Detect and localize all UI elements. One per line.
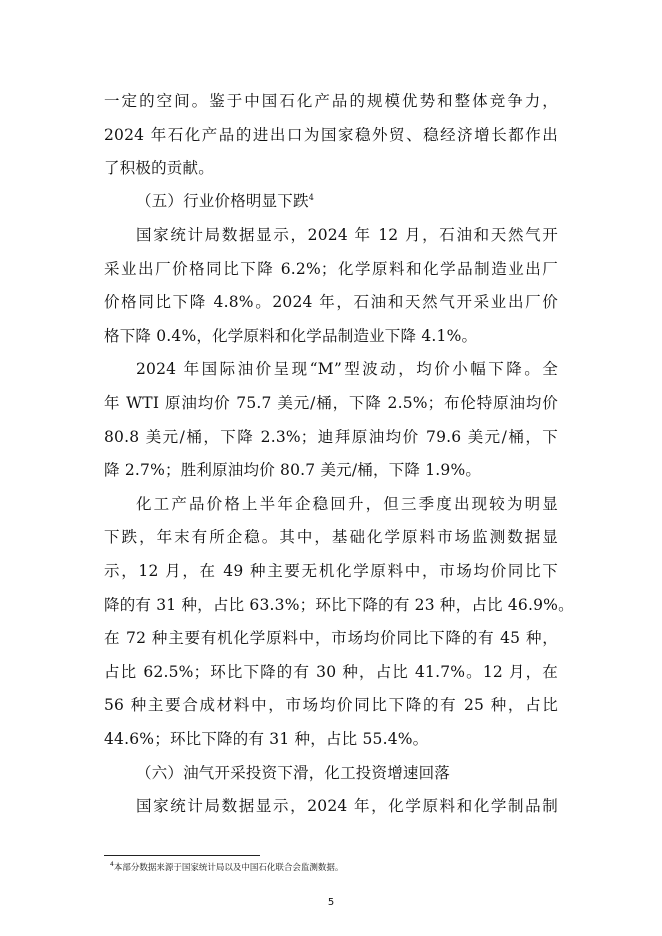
paragraph-line: 80.8 美元/桶，下降 2.3%；迪拜原油均价 79.6 美元/桶，下 — [104, 428, 558, 446]
paragraph-line: 占比 62.5%；环比下降的有 30 种，占比 41.7%。12 月，在 — [104, 663, 558, 681]
footnote-separator — [104, 855, 260, 856]
paragraph-line: 一定的空间。鉴于中国石化产品的规模优势和整体竞争力， — [104, 92, 558, 110]
paragraph-line: 采业出厂价格同比下降 6.2%；化学原料和化学品制造业出厂 — [104, 260, 558, 278]
section-heading-5 — [136, 191, 558, 211]
page-number: 5 — [327, 897, 335, 908]
paragraph-line: 国家统计局数据显示，2024 年 12 月，石油和天然气开 — [136, 226, 558, 244]
paragraph-line: 2024 年国际油价呈现“M”型波动，均价小幅下降。全 — [136, 360, 558, 378]
paragraph-line: 2024 年石化产品的进出口为国家稳外贸、稳经济增长都作出 — [104, 126, 558, 144]
paragraph-line: 下跌，年末有所企稳。其中，基础化学原料市场监测数据显 — [104, 528, 558, 546]
paragraph-line: 44.6%；环比下降的有 31 种，占比 55.4%。 — [104, 730, 429, 748]
paragraph-line: 56 种主要合成材料中，市场均价同比下降的有 25 种，占比 — [104, 696, 558, 714]
paragraph-line: 价格同比下降 4.8%。2024 年，石油和天然气开采业出厂价 — [104, 293, 558, 311]
footnote — [110, 862, 550, 874]
paragraph-line: 了积极的贡献。 — [104, 159, 214, 177]
section-heading-text: （五）行业价格明显下跌 — [136, 192, 309, 210]
paragraph-line: 降的有 31 种，占比 63.3%；环比下降的有 23 种，占比 46.9%。 — [104, 596, 574, 614]
paragraph-line: 国家统计局数据显示，2024 年，化学原料和化学制品制 — [136, 797, 558, 815]
paragraph-line: 化工产品价格上半年企稳回升，但三季度出现较为明显 — [136, 495, 558, 513]
footnote-reference: 4 — [308, 192, 314, 202]
footnote-marker: 4 — [110, 861, 114, 869]
paragraph-line: 年 WTI 原油均价 75.7 美元/桶，下降 2.5%；布伦特原油均价 — [104, 394, 558, 412]
footnote-text: 本部分数据来源于国家统计局以及中国石化联合会监测数据。 — [113, 863, 344, 873]
paragraph-line: 示，12 月，在 49 种主要无机化学原料中，市场均价同比下 — [104, 562, 558, 580]
paragraph-line: 降 2.7%；胜利原油均价 80.7 美元/桶，下降 1.9%。 — [104, 461, 482, 479]
paragraph-line: 在 72 种主要有机化学原料中，市场均价同比下降的有 45 种， — [104, 629, 558, 647]
paragraph-line: 格下降 0.4%，化学原料和化学品制造业下降 4.1%。 — [104, 327, 478, 345]
section-heading-6: （六）油气开采投资下滑，化工投资增速回落 — [136, 764, 451, 782]
